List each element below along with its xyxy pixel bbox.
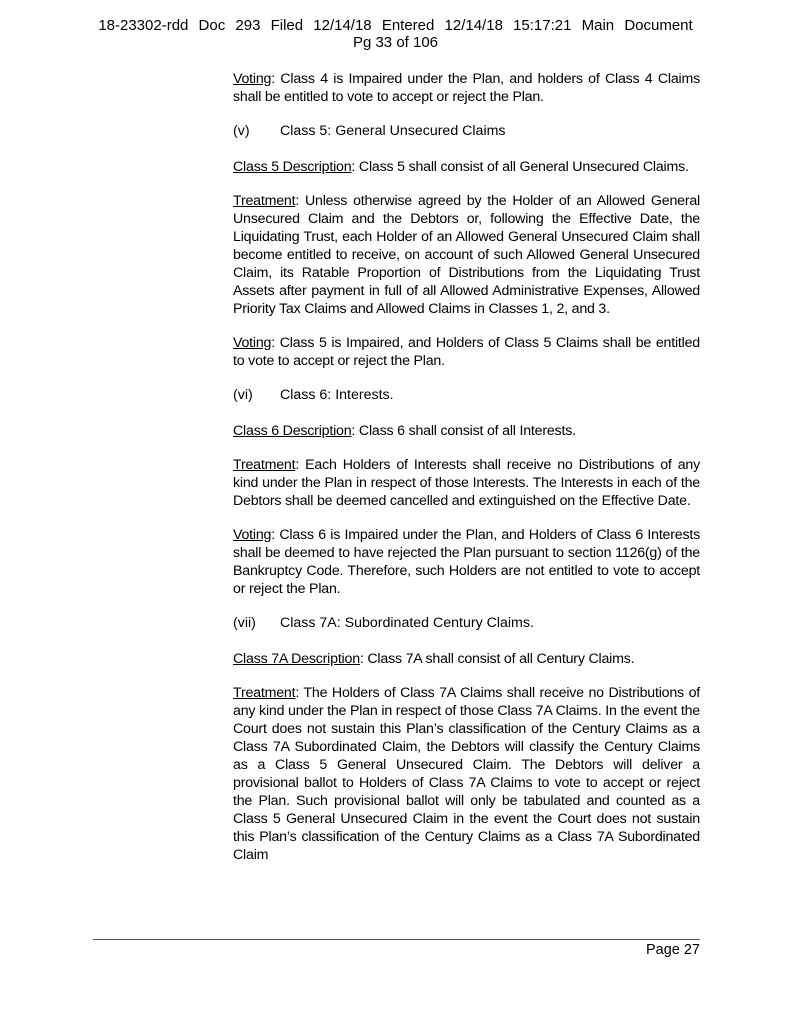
class5-treatment-paragraph: [233, 192, 700, 318]
description-label: Class 5 Description: [233, 159, 352, 175]
class6-voting-paragraph: [233, 526, 700, 598]
class6-treatment-paragraph: [233, 456, 700, 510]
description-label: Class 6 Description: [233, 423, 352, 439]
voting-label: Voting: [233, 335, 272, 351]
section-heading-class7a: [233, 614, 700, 632]
document-body: [233, 70, 700, 880]
class7a-treatment-paragraph: [233, 684, 700, 864]
paragraph-text: : Class 5 is Impaired, and Holders of Class 5 Claims shall be entitled to vote to accept or reject the Plan.: [233, 335, 700, 369]
paragraph-text: : Class 7A shall consist of all Century Claims.: [359, 651, 635, 667]
paragraph-text: : Class 6 is Impaired under the Plan, and Holders of Class 6 Interests shall be deemed to have rejected the Plan pursuant to section 1126(g) of the Bankruptcy Code. Therefore, such Holders are not entitled to vote to accept or reject the Plan.: [233, 527, 700, 597]
paragraph-text: : The Holders of Class 7A Claims shall receive no Distributions of any kind under the Plan in respect of those Class 7A Claims. In the event the Court does not sustain this Plan’s classification of the Century Claims as a Class 7A Subordinated Claim, the Debtors will classify the Century Claims as a Class 5 General Unsecured Claim. The Debtors will deliver a provisional ballot to Holders of Class 7A Claims to vote to accept or reject the Plan. Such provisional ballot will only be tabulated and counted as a Class 5 General Unsecured Claim in the event the Court does not sustain this Plan’s classification of the Century Claims as a Class 7A Subordinated Claim: [233, 685, 700, 863]
section-number: (vi): [233, 387, 253, 403]
class4-voting-paragraph: [233, 70, 700, 106]
paragraph-text: : Class 6 shall consist of all Interests.: [351, 423, 576, 439]
section-number: (vii): [233, 615, 256, 631]
paragraph-text: : Unless otherwise agreed by the Holder of an Allowed General Unsecured Claim and the Debtors or, following the Effective Date, the Liquidating Trust, each Holder of an Allowed General Unsecured Claim shall become entitled to receive, on account of such Allowed General Unsecured Claim, its Ratable Proportion of Distributions from the Liquidating Trust Assets after payment in full of all Allowed Administrative Expenses, Allowed Priority Tax Claims and Allowed Claims in Classes 1, 2, and 3.: [233, 193, 700, 317]
section-heading-class5: [233, 122, 700, 140]
filing-header-line1: 18-23302-rdd Doc 293 Filed 12/14/18 Entered 12/14/18 15:17:21 Main Document: [98, 17, 693, 34]
paragraph-text: : Class 5 shall consist of all General Unsecured Claims.: [351, 159, 689, 175]
voting-label: Voting: [233, 71, 272, 87]
section-title: Class 7A: Subordinated Century Claims.: [280, 615, 534, 631]
treatment-label: Treatment: [233, 457, 296, 473]
class5-voting-paragraph: [233, 334, 700, 370]
class7a-description-paragraph: [233, 650, 700, 668]
section-number: (v): [233, 123, 250, 139]
paragraph-text: : Each Holders of Interests shall receive no Distributions of any kind under the Plan in respect of those Interests. The Interests in each of the Debtors shall be deemed cancelled and extinguished on the Effective Date.: [233, 457, 700, 509]
treatment-label: Treatment: [233, 685, 296, 701]
section-title: Class 5: General Unsecured Claims: [280, 123, 506, 139]
class6-description-paragraph: [233, 422, 700, 440]
description-label: Class 7A Description: [233, 651, 360, 667]
section-heading-class6: [233, 386, 700, 404]
filing-header: [0, 17, 791, 51]
class5-description-paragraph: [233, 158, 700, 176]
footer-divider: [93, 939, 700, 940]
section-title: Class 6: Interests.: [280, 387, 394, 403]
treatment-label: Treatment: [233, 193, 296, 209]
paragraph-text: : Class 4 is Impaired under the Plan, and holders of Class 4 Claims shall be entitled to vote to accept or reject the Plan.: [233, 71, 700, 105]
voting-label: Voting: [233, 527, 272, 543]
filing-header-page: Pg 33 of 106: [352, 34, 439, 51]
page-number: Page 27: [645, 942, 700, 958]
